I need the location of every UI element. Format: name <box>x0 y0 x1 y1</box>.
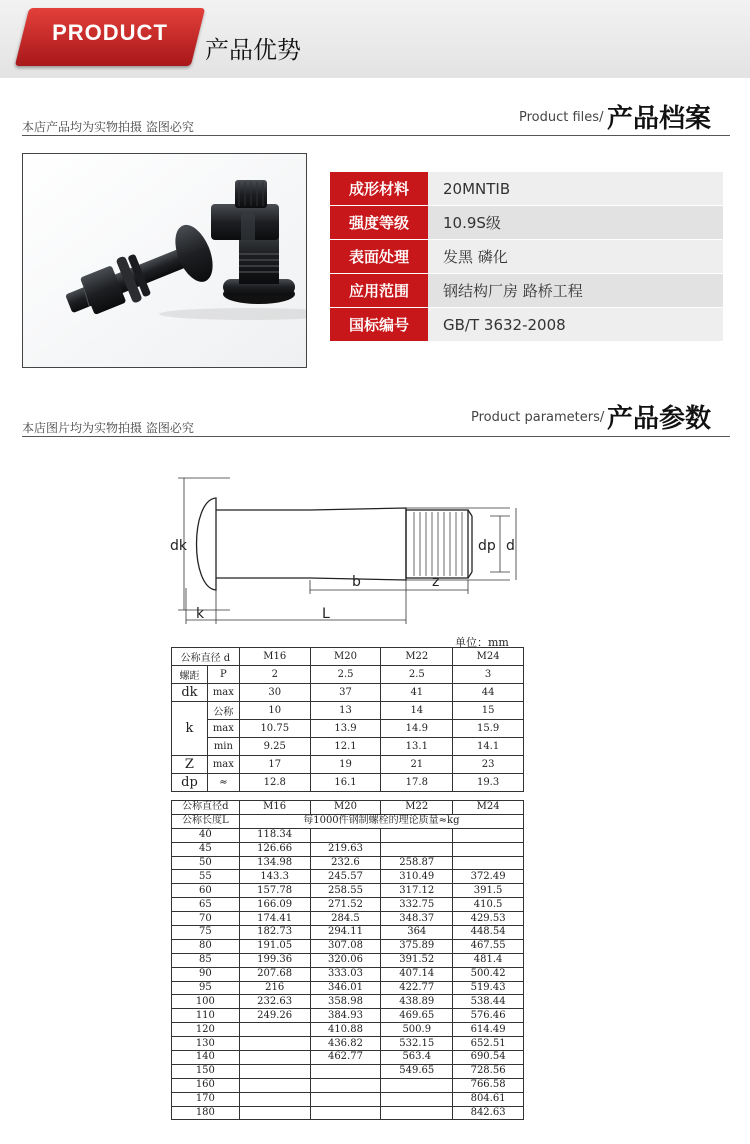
spec-label: 应用范围 <box>330 274 428 308</box>
mass-value-cell: 766.58 <box>453 1078 524 1092</box>
dim-d: d <box>506 538 515 554</box>
param-cell: 12.8 <box>239 774 310 792</box>
param-header: M20 <box>310 648 381 666</box>
param-cell: 14 <box>381 702 453 720</box>
spec-label: 成形材料 <box>330 172 428 206</box>
param-cell: 17.8 <box>381 774 453 792</box>
mass-value-cell: 576.46 <box>453 1009 524 1023</box>
mass-value-cell: 500.9 <box>381 1023 453 1037</box>
mass-value-cell: 532.15 <box>381 1037 453 1051</box>
mass-value-cell: 410.5 <box>453 898 524 912</box>
mass-value-cell: 245.57 <box>310 870 381 884</box>
mass-length-cell: 85 <box>172 953 240 967</box>
param-cell: 10.75 <box>239 720 310 738</box>
param-label: dk <box>172 684 208 702</box>
mass-length-cell: 70 <box>172 912 240 926</box>
param-header: M24 <box>453 648 524 666</box>
mass-value-cell <box>310 1106 381 1120</box>
mass-table <box>171 800 524 1120</box>
table-row <box>172 801 524 815</box>
table-row <box>172 967 524 981</box>
param-cell: 12.1 <box>310 738 381 756</box>
table-row <box>172 648 524 666</box>
table-row <box>172 828 524 842</box>
table-row <box>172 1092 524 1106</box>
table-row <box>172 1078 524 1092</box>
mass-header: M20 <box>310 801 381 815</box>
mass-value-cell: 519.43 <box>453 981 524 995</box>
param-cell: 13 <box>310 702 381 720</box>
mass-value-cell: 258.55 <box>310 884 381 898</box>
mass-value-cell: 191.05 <box>239 939 310 953</box>
mass-value-cell: 436.82 <box>310 1037 381 1051</box>
table-row <box>172 666 524 684</box>
mass-value-cell: 143.3 <box>239 870 310 884</box>
mass-value-cell: 469.65 <box>381 1009 453 1023</box>
dim-b: b <box>352 574 361 590</box>
table-row <box>172 995 524 1009</box>
table-row <box>172 756 524 774</box>
mass-value-cell: 207.68 <box>239 967 310 981</box>
mass-length-cell: 130 <box>172 1037 240 1051</box>
mass-length-cell: 55 <box>172 870 240 884</box>
mass-value-cell: 500.42 <box>453 967 524 981</box>
mass-length-cell: 160 <box>172 1078 240 1092</box>
param-cell: 30 <box>239 684 310 702</box>
section2-cn-title: 产品参数 <box>607 404 712 434</box>
mass-value-cell: 410.88 <box>310 1023 381 1037</box>
spec-label: 强度等级 <box>330 206 428 240</box>
table-row <box>172 1051 524 1065</box>
mass-subheader-text: 每1000件钢制螺栓的理论质量≈kg <box>239 814 523 828</box>
product-badge-text: PRODUCT <box>52 20 168 45</box>
param-header: M16 <box>239 648 310 666</box>
param-cell: 15.9 <box>453 720 524 738</box>
mass-value-cell: 481.4 <box>453 953 524 967</box>
mass-value-cell: 438.89 <box>381 995 453 1009</box>
mass-value-cell <box>381 828 453 842</box>
mass-value-cell: 375.89 <box>381 939 453 953</box>
mass-value-cell: 804.61 <box>453 1092 524 1106</box>
param-sub: min <box>207 738 239 756</box>
mass-value-cell: 310.49 <box>381 870 453 884</box>
param-cell: 19.3 <box>453 774 524 792</box>
param-sub: max <box>207 756 239 774</box>
mass-value-cell <box>381 1106 453 1120</box>
section2-note: 本店图片均为实物拍摄 盗图必究 <box>22 421 194 435</box>
param-cell: 14.9 <box>381 720 453 738</box>
mass-value-cell <box>239 1078 310 1092</box>
parameter-table <box>171 647 524 792</box>
mass-length-cell: 95 <box>172 981 240 995</box>
mass-value-cell: 384.93 <box>310 1009 381 1023</box>
product-photo <box>22 153 307 368</box>
mass-length-cell: 150 <box>172 1064 240 1078</box>
dim-dk: dk <box>170 538 187 554</box>
mass-subheader-label: 公称长度L <box>172 814 240 828</box>
mass-length-cell: 45 <box>172 842 240 856</box>
table-row <box>172 912 524 926</box>
mass-value-cell <box>381 1092 453 1106</box>
mass-value-cell <box>381 842 453 856</box>
param-cell: 3 <box>453 666 524 684</box>
mass-header: M24 <box>453 801 524 815</box>
table-row <box>172 738 524 756</box>
mass-value-cell: 271.52 <box>310 898 381 912</box>
mass-value-cell: 166.09 <box>239 898 310 912</box>
mass-length-cell: 40 <box>172 828 240 842</box>
table-row <box>172 1009 524 1023</box>
mass-value-cell: 249.26 <box>239 1009 310 1023</box>
mass-value-cell <box>310 828 381 842</box>
mass-length-cell: 50 <box>172 856 240 870</box>
spec-value: 钢结构厂房 路桥工程 <box>428 274 723 308</box>
mass-value-cell: 307.08 <box>310 939 381 953</box>
spec-value: 20MNTIB <box>428 172 723 206</box>
param-sub: P <box>207 666 239 684</box>
mass-value-cell: 391.52 <box>381 953 453 967</box>
table-row <box>172 842 524 856</box>
mass-value-cell: 448.54 <box>453 926 524 940</box>
mass-value-cell: 364 <box>381 926 453 940</box>
mass-value-cell: 317.12 <box>381 884 453 898</box>
param-sub: 公称 <box>207 702 239 720</box>
param-cell: 15 <box>453 702 524 720</box>
mass-value-cell <box>453 842 524 856</box>
mass-value-cell: 358.98 <box>310 995 381 1009</box>
table-row <box>172 981 524 995</box>
table-row <box>172 926 524 940</box>
mass-value-cell: 842.63 <box>453 1106 524 1120</box>
section1-en-title: Product files/ <box>519 110 604 125</box>
spec-row <box>330 240 723 274</box>
table-row <box>172 884 524 898</box>
mass-value-cell: 563.4 <box>381 1051 453 1065</box>
mass-value-cell: 407.14 <box>381 967 453 981</box>
param-cell: 37 <box>310 684 381 702</box>
param-cell: 2.5 <box>310 666 381 684</box>
dim-z: z <box>432 574 440 590</box>
mass-length-cell: 75 <box>172 926 240 940</box>
mass-length-cell: 80 <box>172 939 240 953</box>
table-row <box>172 1037 524 1051</box>
param-sub: max <box>207 684 239 702</box>
mass-value-cell: 614.49 <box>453 1023 524 1037</box>
table-row <box>172 939 524 953</box>
param-cell: 13.1 <box>381 738 453 756</box>
param-cell: 41 <box>381 684 453 702</box>
mass-value-cell: 216 <box>239 981 310 995</box>
table-row <box>172 684 524 702</box>
table-row <box>172 953 524 967</box>
mass-value-cell: 294.11 <box>310 926 381 940</box>
mass-value-cell: 134.98 <box>239 856 310 870</box>
mass-value-cell: 219.63 <box>310 842 381 856</box>
mass-length-cell: 120 <box>172 1023 240 1037</box>
param-cell: 10 <box>239 702 310 720</box>
param-cell: 16.1 <box>310 774 381 792</box>
param-cell: 21 <box>381 756 453 774</box>
section1-divider <box>22 135 730 136</box>
spec-row <box>330 274 723 308</box>
mass-value-cell <box>239 1037 310 1051</box>
param-sub: max <box>207 720 239 738</box>
mass-value-cell: 232.63 <box>239 995 310 1009</box>
mass-value-cell: 346.01 <box>310 981 381 995</box>
dim-k: k <box>196 606 205 622</box>
mass-value-cell: 391.5 <box>453 884 524 898</box>
spec-row <box>330 206 723 240</box>
mass-value-cell: 538.44 <box>453 995 524 1009</box>
param-label: 螺距 <box>172 666 208 684</box>
mass-value-cell: 174.41 <box>239 912 310 926</box>
mass-value-cell <box>310 1092 381 1106</box>
mass-value-cell <box>310 1064 381 1078</box>
table-row <box>172 856 524 870</box>
mass-value-cell: 690.54 <box>453 1051 524 1065</box>
mass-value-cell: 372.49 <box>453 870 524 884</box>
mass-value-cell <box>239 1064 310 1078</box>
mass-length-cell: 65 <box>172 898 240 912</box>
mass-value-cell: 284.5 <box>310 912 381 926</box>
param-cell: 2 <box>239 666 310 684</box>
mass-length-cell: 180 <box>172 1106 240 1120</box>
bolt-photo-illustration <box>23 154 306 367</box>
param-cell: 44 <box>453 684 524 702</box>
section2-divider <box>22 436 730 437</box>
section1-cn-title: 产品档案 <box>607 104 712 134</box>
dim-dp: dp <box>478 538 496 554</box>
mass-value-cell: 429.53 <box>453 912 524 926</box>
spec-value: GB/T 3632-2008 <box>428 308 723 342</box>
param-sub: ≈ <box>207 774 239 792</box>
table-row <box>172 898 524 912</box>
mass-value-cell: 728.56 <box>453 1064 524 1078</box>
table-row <box>172 814 524 828</box>
mass-value-cell: 182.73 <box>239 926 310 940</box>
mass-value-cell: 232.6 <box>310 856 381 870</box>
table-row <box>172 870 524 884</box>
param-cell: 9.25 <box>239 738 310 756</box>
mass-length-cell: 170 <box>172 1092 240 1106</box>
param-header: M22 <box>381 648 453 666</box>
spec-label: 表面处理 <box>330 240 428 274</box>
mass-value-cell: 462.77 <box>310 1051 381 1065</box>
mass-value-cell: 422.77 <box>381 981 453 995</box>
mass-value-cell: 320.06 <box>310 953 381 967</box>
mass-value-cell: 332.75 <box>381 898 453 912</box>
spec-row <box>330 308 723 342</box>
mass-value-cell: 652.51 <box>453 1037 524 1051</box>
header-banner <box>0 0 750 78</box>
mass-header: M16 <box>239 801 310 815</box>
mass-value-cell <box>239 1023 310 1037</box>
table-row <box>172 774 524 792</box>
mass-value-cell <box>453 828 524 842</box>
mass-value-cell <box>381 1078 453 1092</box>
spec-row <box>330 172 723 206</box>
mass-length-cell: 100 <box>172 995 240 1009</box>
mass-value-cell: 333.03 <box>310 967 381 981</box>
param-cell: 17 <box>239 756 310 774</box>
bolt-dimension-diagram <box>170 470 530 630</box>
mass-value-cell: 258.87 <box>381 856 453 870</box>
param-cell: 23 <box>453 756 524 774</box>
param-cell: 13.9 <box>310 720 381 738</box>
unit-label: 单位：mm <box>455 636 509 649</box>
dim-L: L <box>322 606 330 622</box>
mass-value-cell: 157.78 <box>239 884 310 898</box>
section1-note: 本店产品均为实物拍摄 盗图必究 <box>22 120 194 134</box>
param-label: dp <box>172 774 208 792</box>
param-cell: 14.1 <box>453 738 524 756</box>
mass-value-cell <box>239 1051 310 1065</box>
spec-table <box>330 172 723 342</box>
mass-value-cell: 467.55 <box>453 939 524 953</box>
param-header: 公称直径 d <box>172 648 240 666</box>
spec-label: 国标编号 <box>330 308 428 342</box>
mass-length-cell: 110 <box>172 1009 240 1023</box>
mass-value-cell <box>310 1078 381 1092</box>
mass-header: 公称直径d <box>172 801 240 815</box>
mass-length-cell: 140 <box>172 1051 240 1065</box>
mass-value-cell <box>239 1092 310 1106</box>
mass-header: M22 <box>381 801 453 815</box>
spec-value: 10.9S级 <box>428 206 723 240</box>
mass-length-cell: 90 <box>172 967 240 981</box>
table-row <box>172 1106 524 1120</box>
table-row <box>172 720 524 738</box>
param-cell: 2.5 <box>381 666 453 684</box>
section2-en-title: Product parameters/ <box>471 410 605 425</box>
mass-value-cell: 549.65 <box>381 1064 453 1078</box>
spec-value: 发黑 磷化 <box>428 240 723 274</box>
banner-title: 产品优势 <box>205 36 301 64</box>
table-row <box>172 702 524 720</box>
mass-value-cell: 199.36 <box>239 953 310 967</box>
table-row <box>172 1064 524 1078</box>
mass-value-cell: 348.37 <box>381 912 453 926</box>
param-label: k <box>172 702 208 756</box>
mass-length-cell: 60 <box>172 884 240 898</box>
mass-value-cell: 118.34 <box>239 828 310 842</box>
table-row <box>172 1023 524 1037</box>
mass-value-cell: 126.66 <box>239 842 310 856</box>
param-cell: 19 <box>310 756 381 774</box>
mass-value-cell <box>453 856 524 870</box>
mass-value-cell <box>239 1106 310 1120</box>
param-label: Z <box>172 756 208 774</box>
